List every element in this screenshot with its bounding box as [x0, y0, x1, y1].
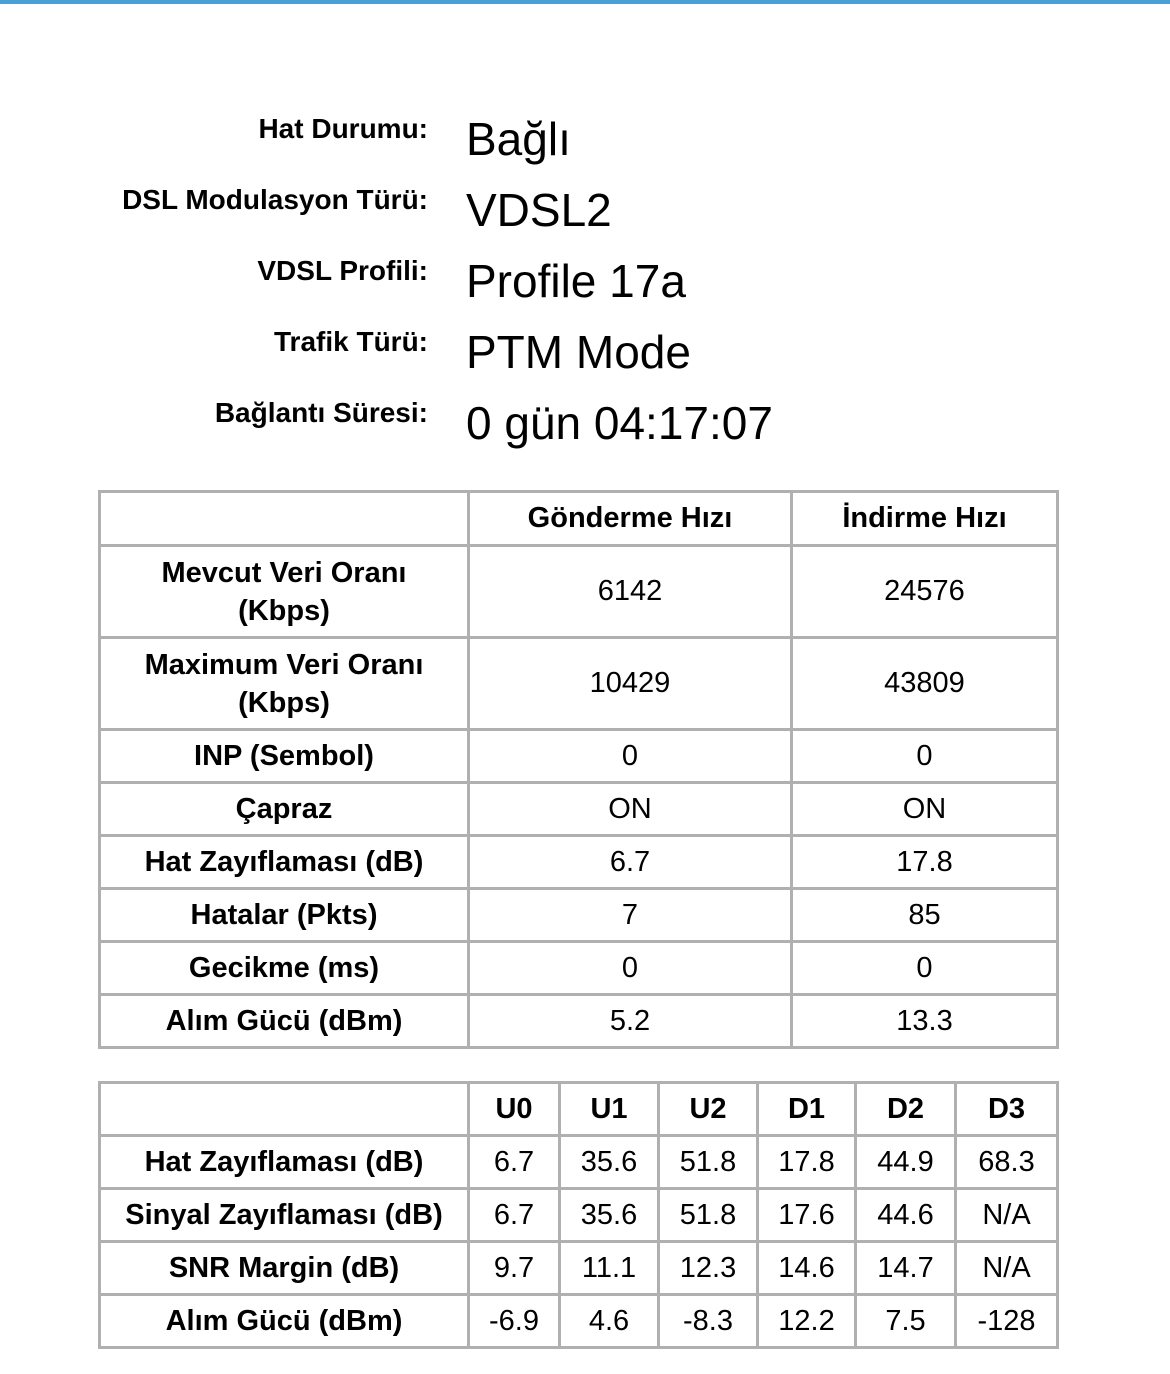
table-cell: 6.7 [469, 1189, 560, 1242]
table-row [100, 995, 1058, 1048]
table-cell: 7.5 [856, 1295, 956, 1348]
row-label: Sinyal Zayıflaması (dB) [100, 1189, 469, 1242]
table-cell: 85 [792, 889, 1058, 942]
table-header-cell: D1 [758, 1083, 856, 1136]
table-cell: 51.8 [659, 1189, 758, 1242]
status-label: VDSL Profili: [257, 255, 428, 286]
row-label: Gecikme (ms) [100, 942, 469, 995]
table-cell: 43809 [792, 638, 1058, 730]
status-label: Bağlantı Süresi: [214, 397, 428, 428]
table-cell: 0 [469, 942, 792, 995]
table-cell: 17.8 [792, 836, 1058, 889]
table-cell: 17.6 [758, 1189, 856, 1242]
status-row-traffic-type [0, 318, 1170, 389]
table-row [100, 889, 1058, 942]
table-cell: -8.3 [659, 1295, 758, 1348]
row-label: Alım Gücü (dBm) [100, 1295, 469, 1348]
table-cell: ON [792, 783, 1058, 836]
table-cell: -6.9 [469, 1295, 560, 1348]
table-row [100, 1136, 1058, 1189]
table-row [100, 836, 1058, 889]
table-header-cell: İndirme Hızı [792, 492, 1058, 546]
row-label: Hatalar (Pkts) [100, 889, 469, 942]
table-row [100, 638, 1058, 730]
row-label: Hat Zayıflaması (dB) [100, 836, 469, 889]
table-header-cell [100, 1083, 469, 1136]
table-cell: 51.8 [659, 1136, 758, 1189]
table-cell: 35.6 [560, 1136, 659, 1189]
band-table [98, 1081, 1059, 1349]
table-row [100, 546, 1058, 638]
row-label-line: Maximum Veri Oranı [144, 648, 424, 681]
table-cell: 4.6 [560, 1295, 659, 1348]
table-header-cell: U2 [659, 1083, 758, 1136]
table-header-cell: D2 [856, 1083, 956, 1136]
table-cell: 44.6 [856, 1189, 956, 1242]
row-label: Çapraz [100, 783, 469, 836]
status-label: Trafik Türü: [273, 326, 428, 357]
row-label-line: Mevcut Veri Oranı [161, 556, 407, 589]
status-label: DSL Modulasyon Türü: [122, 184, 428, 215]
table-cell: 11.1 [560, 1242, 659, 1295]
table-header-row [100, 492, 1058, 546]
table-cell: 14.6 [758, 1242, 856, 1295]
table-cell: 17.8 [758, 1136, 856, 1189]
table-cell: 35.6 [560, 1189, 659, 1242]
table-cell: 14.7 [856, 1242, 956, 1295]
row-label: Hat Zayıflaması (dB) [100, 1136, 469, 1189]
table-header-cell: U1 [560, 1083, 659, 1136]
table-cell: 7 [469, 889, 792, 942]
line-status-summary [0, 105, 1170, 460]
table-row [100, 942, 1058, 995]
status-value: Bağlı [466, 113, 571, 165]
table-cell: 68.3 [956, 1136, 1058, 1189]
table-cell: 0 [469, 730, 792, 783]
table-cell: 6142 [469, 546, 792, 638]
table-cell: 12.3 [659, 1242, 758, 1295]
status-row-line-state [0, 105, 1170, 176]
status-value: Profile 17a [466, 255, 686, 307]
table-cell: 44.9 [856, 1136, 956, 1189]
table-header-cell: Gönderme Hızı [469, 492, 792, 546]
status-value: PTM Mode [466, 326, 691, 378]
table-cell: 9.7 [469, 1242, 560, 1295]
status-value: 0 gün 04:17:07 [466, 397, 773, 449]
row-label [100, 638, 469, 730]
table-cell: 5.2 [469, 995, 792, 1048]
table-header-row [100, 1083, 1058, 1136]
row-label: INP (Sembol) [100, 730, 469, 783]
table-row [100, 1295, 1058, 1348]
table-cell: -128 [956, 1295, 1058, 1348]
table-row [100, 1242, 1058, 1295]
table-row [100, 730, 1058, 783]
status-row-profile [0, 247, 1170, 318]
table-cell: 24576 [792, 546, 1058, 638]
table-cell: N/A [956, 1189, 1058, 1242]
table-cell: 10429 [469, 638, 792, 730]
top-accent-bar [0, 0, 1170, 4]
status-row-modulation [0, 176, 1170, 247]
row-label-line: (Kbps) [238, 686, 330, 719]
table-cell: 0 [792, 942, 1058, 995]
table-cell: ON [469, 783, 792, 836]
table-header-cell [100, 492, 469, 546]
rate-table [98, 490, 1059, 1049]
status-value: VDSL2 [466, 184, 612, 236]
table-row [100, 1189, 1058, 1242]
status-label: Hat Durumu: [258, 113, 428, 144]
table-header-cell: U0 [469, 1083, 560, 1136]
table-cell: 13.3 [792, 995, 1058, 1048]
table-cell: 0 [792, 730, 1058, 783]
table-cell: 6.7 [469, 836, 792, 889]
row-label: SNR Margin (dB) [100, 1242, 469, 1295]
table-cell: 6.7 [469, 1136, 560, 1189]
table-cell: N/A [956, 1242, 1058, 1295]
table-row [100, 783, 1058, 836]
table-header-cell: D3 [956, 1083, 1058, 1136]
row-label [100, 546, 469, 638]
status-row-uptime [0, 389, 1170, 460]
row-label-line: (Kbps) [238, 594, 330, 627]
table-cell: 12.2 [758, 1295, 856, 1348]
row-label: Alım Gücü (dBm) [100, 995, 469, 1048]
